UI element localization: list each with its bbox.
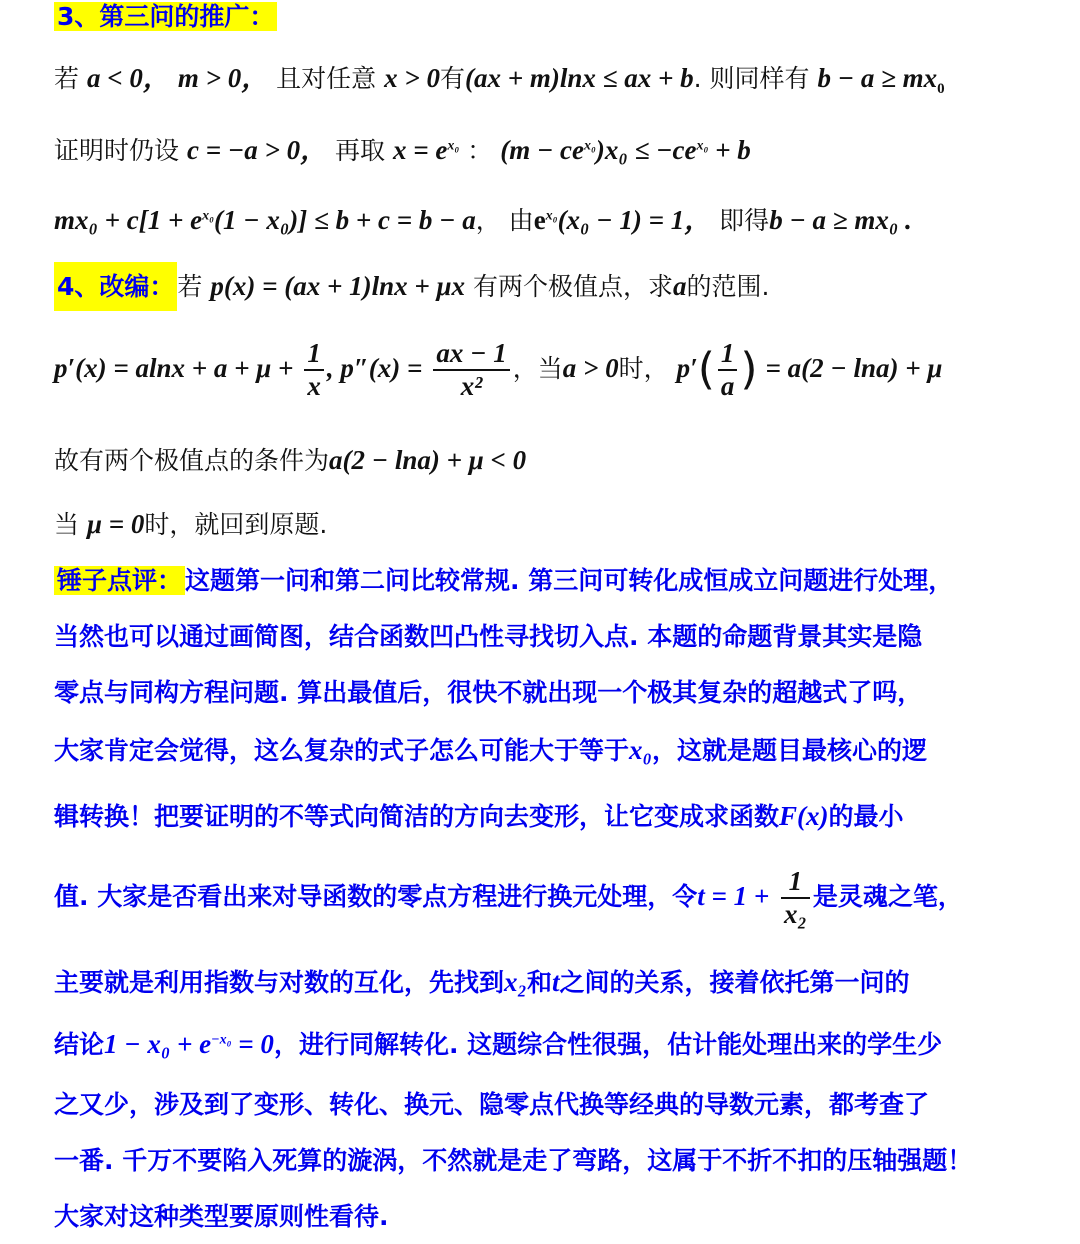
math-expr: a(2 − lna) + μ < 0 [329, 445, 527, 475]
math-expr: = a(2 − lna) + μ [765, 353, 943, 384]
section4-line1 [54, 270, 769, 302]
math-expr: m > 0， [177, 63, 269, 93]
text: ，当 [512, 354, 563, 384]
numerator: ax − 1 [433, 338, 509, 371]
math-expr: (ax + m)lnx ≤ ax + b [465, 63, 694, 93]
math-expr: + b [708, 135, 751, 165]
text: 若 [177, 272, 203, 301]
text: 零点与同构方程问题. 算出最值后，很快不就出现一个极其复杂的超越式了吗， [54, 678, 923, 707]
math-expr: t [551, 967, 560, 997]
section4-heading: 4、改编： [54, 262, 177, 311]
text: 故有两个极值点的条件为 [54, 446, 330, 475]
comment-line4 [54, 734, 927, 766]
text: 的范围. [686, 272, 770, 301]
math-expr: x₂ [504, 967, 527, 997]
text: 有两个极值点，求 [472, 272, 673, 301]
section3-heading-row [54, 2, 277, 32]
comment-line1 [54, 566, 953, 596]
math-expr: p′ [676, 353, 698, 384]
superscript: −x₀ [211, 1032, 232, 1048]
comment-line5 [54, 800, 904, 832]
math-expr: x = e [393, 135, 448, 165]
text: 时，就回到原题. [144, 510, 328, 539]
denominator: x [307, 371, 321, 402]
text: . 则同样有 [693, 64, 810, 93]
text: 大家肯定会觉得，这么复杂的式子怎么可能大于等于 [54, 736, 630, 765]
math-expr: b − a ≥ mx [817, 63, 938, 93]
comment-line2 [54, 622, 922, 652]
subscript: 0 [937, 81, 945, 97]
text: 当然也可以通过画简图，结合函数凹凸性寻找切入点. 本题的命题背景其实是隐 [54, 622, 923, 651]
numerator: 1 [718, 338, 738, 371]
math-expr: (x₀ − 1) = 1， [557, 205, 712, 235]
denominator: x₂ [783, 899, 807, 930]
section4-line4 [54, 508, 327, 540]
text: 这题第一问和第二问比较常规. 第三问可转化成恒成立问题进行处理， [185, 566, 954, 595]
text: 一番. 千万不要陷入死算的漩涡，不然就是走了弯路，这属于不折不扣的压轴强题！ [54, 1146, 973, 1175]
fraction-ax-1-over-x2 [433, 338, 509, 402]
math-expr: t = 1 + [697, 881, 770, 912]
text: 证明时仍设 [54, 136, 180, 165]
text: 大家对这种类型要原则性看待. [54, 1202, 389, 1231]
text: 之间的关系，接着依托第一问的 [559, 968, 910, 997]
fraction-1-over-x [304, 338, 324, 402]
fraction-1-over-x2 [781, 866, 810, 930]
numerator: 1 [781, 866, 810, 899]
fraction-1-over-a [718, 338, 738, 402]
math-expr: F(x) [779, 801, 829, 831]
text: ，这就是题目最核心的逻 [651, 736, 927, 765]
comment-line8 [54, 1028, 942, 1060]
math-expr: p′(x) = alnx + a + μ + [54, 353, 294, 384]
math-expr: x₀ [629, 735, 652, 765]
math-expr: (1 − x₀)] ≤ b + c = b − a [214, 205, 476, 235]
text: 有 [440, 64, 466, 93]
comment-line3 [54, 678, 922, 708]
section3-line3 [54, 204, 912, 236]
text: 即得 [719, 206, 770, 235]
text: 的最小 [828, 802, 904, 831]
text: ， 由 [475, 206, 534, 235]
comment-line11 [54, 1202, 389, 1232]
text: 之又少，涉及到了变形、转化、换元、隐零点代换等经典的导数元素，都考查了 [54, 1090, 930, 1119]
comment-line7 [54, 966, 909, 998]
math-expr: a > 0 [562, 353, 619, 384]
text: 值. 大家是否看出来对导函数的零点方程进行换元处理，令 [54, 882, 698, 912]
section3-line2 [54, 134, 751, 166]
text: 当 [54, 510, 80, 539]
math-expr: a < 0， [86, 63, 170, 93]
comment-heading: 锤子点评： [54, 566, 185, 595]
comment-line6 [54, 866, 963, 930]
comment-line9 [54, 1090, 929, 1120]
math-expr: e [533, 205, 546, 235]
denominator: a [720, 371, 735, 402]
section4-line2 [54, 338, 942, 402]
superscript: x₀ [447, 138, 460, 154]
math-expr: )x₀ ≤ −ce [595, 135, 697, 165]
math-expr: a [673, 271, 687, 301]
superscript: x₀ [545, 208, 558, 224]
math-expr: c = −a > 0， [186, 135, 328, 165]
superscript: x₀ [696, 138, 709, 154]
math-expr: = 0 [231, 1029, 274, 1059]
text: 结论 [54, 1030, 105, 1059]
section3-heading: 3、第三问的推广： [54, 2, 277, 31]
paren-close: ) [740, 343, 758, 395]
math-expr: x > 0 [384, 63, 441, 93]
math-expr: p(x) = (ax + 1)lnx + μx [210, 271, 466, 301]
text: 和 [526, 968, 552, 997]
math-expr: , p″(x) = [326, 353, 423, 384]
text: 且对任意 [276, 64, 377, 93]
math-expr: mx₀ + c[1 + e [54, 205, 203, 235]
text: 是灵魂之笔， [812, 882, 963, 912]
section4-line3 [54, 444, 526, 476]
text: 若 [54, 64, 80, 93]
text: 主要就是利用指数与对数的互化，先找到 [54, 968, 505, 997]
denominator: x² [460, 371, 483, 402]
superscript: x₀ [202, 208, 215, 224]
comment-line10 [54, 1146, 972, 1176]
numerator: 1 [304, 338, 324, 371]
section3-line1 [54, 62, 945, 98]
text: ： [467, 136, 493, 165]
superscript: x₀ [584, 138, 596, 154]
math-expr: μ = 0 [86, 509, 145, 539]
text: ，进行同解转化. 这题综合性很强，估计能处理出来的学生少 [273, 1030, 943, 1059]
math-expr: 1 − x₀ + e [104, 1029, 212, 1059]
text: 辑转换！把要证明的不等式向简洁的方向去变形，让它变成求函数 [54, 802, 780, 831]
math-expr: b − a ≥ mx₀ . [769, 205, 912, 235]
math-expr: (m − ce [500, 135, 585, 165]
text: 再取 [335, 136, 386, 165]
text: 时， [618, 354, 669, 384]
paren-open: ( [697, 343, 715, 395]
